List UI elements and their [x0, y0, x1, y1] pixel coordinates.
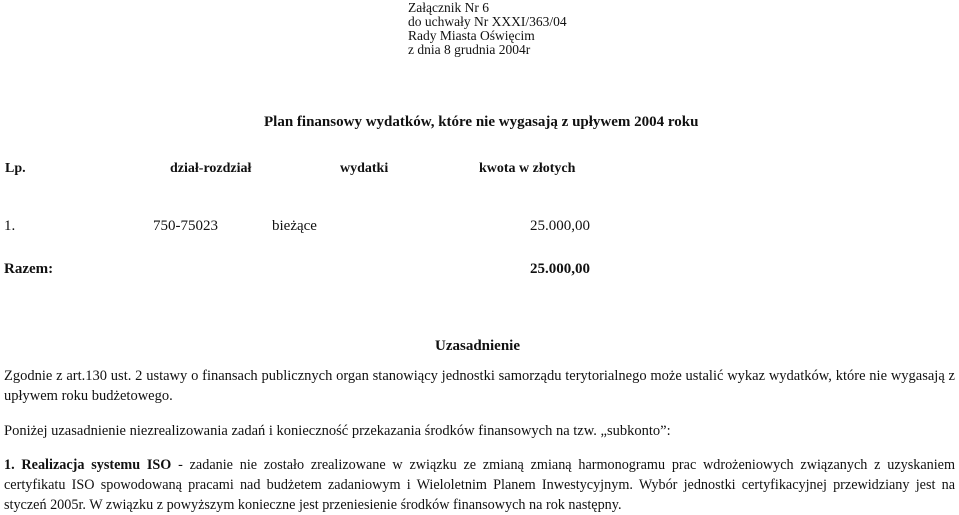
total-label: Razem: [4, 261, 54, 277]
paragraph-intro: Poniżej uzasadnienie niezrealizowania zadań i konieczność przekazania środków finansowych na tzw. „subkonto”: [4, 423, 671, 439]
total-value: 25.000,00 [530, 261, 590, 277]
column-header-dzial: dział-rozdział [170, 161, 252, 176]
resolution-date: z dnia 8 grudnia 2004r [408, 42, 531, 57]
iso-item-text: - zadanie nie zostało zrealizowane w związku ze zmianą zmianą harmonogramu prac wdrożeniowych związanych z uzyskaniem certyfikatu ISO spowodowaną pracami nad budżetem zadaniowym i Wieloletnim Planem Inwestycyjnym. Wybór jednostki certyfikacyjnej przewidziany jest na styczeń 2005r. W związku z powyższym konieczne jest przeniesienie środków finansowych na rok następny. [4, 457, 956, 513]
iso-item-title: 1. Realizacja systemu ISO [4, 457, 172, 473]
column-header-lp: Lp. [5, 161, 26, 176]
table-cell-wydatki: bieżące [272, 218, 317, 234]
column-header-wydatki: wydatki [340, 161, 389, 176]
justification-heading: Uzasadnienie [435, 338, 521, 354]
council-name: Rady Miasta Oświęcim [408, 28, 535, 43]
resolution-number: do uchwały Nr XXXI/363/04 [408, 14, 567, 29]
legal-basis-prefix: Zgodnie z art.130 ust. [4, 368, 132, 384]
attachment-number: Załącznik Nr 6 [408, 0, 489, 15]
legal-basis-text: 2 ustawy o finansach publicznych organ stanowiący jednostki samorządu terytorialnego może ustalić wykaz wydatków, które nie wygasają z upływem roku budżetowego. [4, 368, 955, 404]
table-cell-lp: 1. [4, 218, 16, 234]
table-cell-kwota: 25.000,00 [530, 218, 590, 234]
table-cell-dzial: 750-75023 [153, 218, 218, 234]
paragraph-iso [4, 455, 955, 515]
paragraph-legal-basis [4, 366, 955, 406]
column-header-kwota: kwota w złotych [479, 161, 576, 176]
document-title: Plan finansowy wydatków, które nie wygasają z upływem 2004 roku [264, 114, 699, 130]
